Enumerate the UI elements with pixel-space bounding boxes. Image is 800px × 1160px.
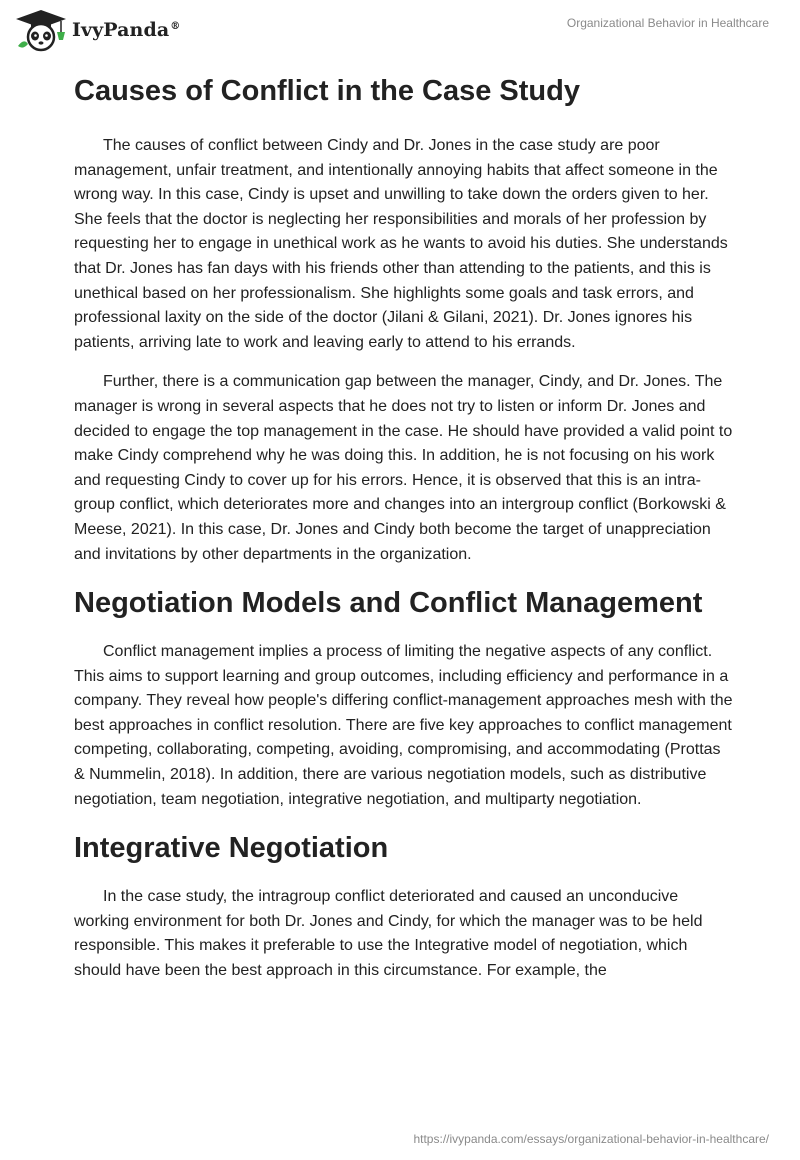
section-heading-causes: Causes of Conflict in the Case Study [74,75,580,107]
ivypanda-logo[interactable] [14,8,180,52]
page-header [0,0,800,60]
logo-wordmark: IvyPanda® [72,19,181,41]
document-title: Organizational Behavior in Healthcare [566,16,769,30]
paragraph: Further, there is a communication gap between the manager, Cindy, and Dr. Jones. The manager is wrong in several aspects that he does not try to listen or inform Dr. Jones and decided to engage the top management in the case. He should have provided a valid point to make Cindy comprehend why he was doing this. In addition, he is not focusing on his work and requesting Cindy to cover up for his errors. Hence, it is observed that this is an intra-group conflict, which deteriorates more and changes into an intergroup conflict (Borkowski & Meese, 2021). In this case, Dr. Jones and Cindy both become the target of unappreciation and invitations by other departments in the organization. [74,373,733,563]
panda-graduate-icon [14,8,68,52]
paragraph: In the case study, the intragroup conflict deteriorated and caused an unconducive working environment for both Dr. Jones and Cindy, for which the manager was to be held responsible. This makes it preferable to use the Integrative model of negotiation, which should have been the best approach in this circumstance. For example, the [74,888,703,980]
section-heading-negotiation-models: Negotiation Models and Conflict Management [74,587,703,620]
essay-content [74,70,734,984]
section-heading-integrative-negotiation: Integrative Negotiation [74,832,389,865]
source-url[interactable]: https://ivypanda.com/essays/organizational-behavior-in-healthcare/ [413,1132,769,1146]
paragraph: The causes of conflict between Cindy and Dr. Jones in the case study are poor management, unfair treatment, and intentionally annoying habits that affect someone in the wrong way. In this case, Cindy is upset and unwilling to take down the orders given to her. She feels that the doctor is neglecting her responsibilities and morals of her profession by requesting her to engage in unethical work as he wants to avoid his duties. She understands that Dr. Jones has fan days with his friends other than attending to the patients, and this is unethical based on her professionalism. She highlights some goals and task errors, and professional laxity on the side of the doctor (Jilani & Gilani, 2021). Dr. Jones ignores his patients, arriving late to work and leaving early to attend to his errands. [74,137,728,351]
paragraph: Conflict management implies a process of limiting the negative aspects of any conflict. This aims to support learning and group outcomes, including efficiency and performance in a company. They reveal how people's differing conflict-management approaches mesh with the best approaches in conflict resolution. There are five key approaches to conflict management competing, collaborating, competing, avoiding, compromising, and accommodating (Prottas & Nummelin, 2018). In addition, there are various negotiation models, such as distributive negotiation, team negotiation, integrative negotiation, and multiparty negotiation. [74,643,733,808]
